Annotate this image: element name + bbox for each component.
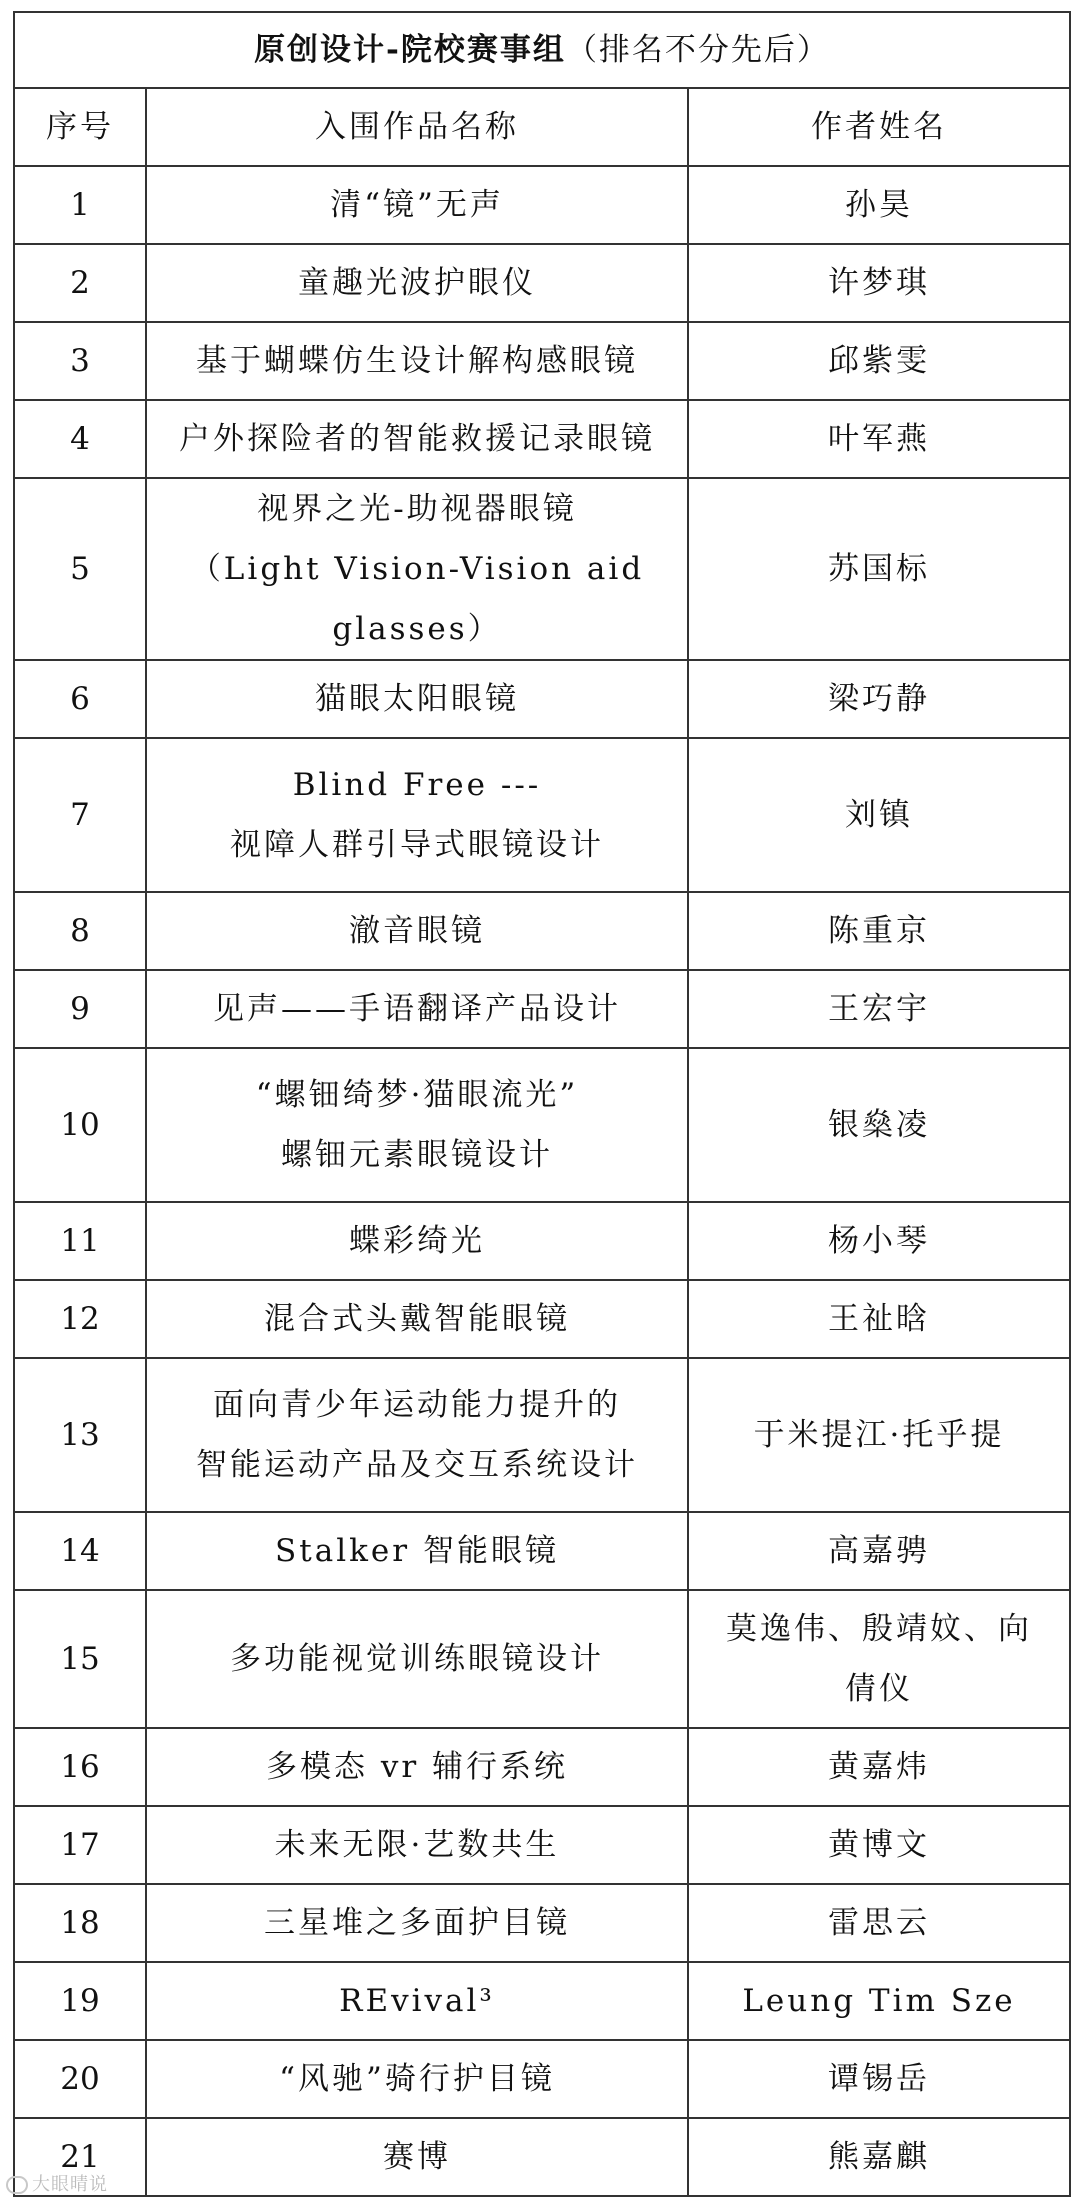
work-title-line: 未来无限·艺数共生 — [274, 1827, 560, 1863]
cell-author — [688, 1728, 1070, 1806]
author-line: 邱紫雯 — [828, 343, 930, 379]
table-row — [14, 1280, 1070, 1358]
cell-number: 2 — [14, 244, 146, 322]
work-title-line: 混合式头戴智能眼镜 — [264, 1301, 570, 1337]
cell-number: 11 — [14, 1202, 146, 1280]
cell-work-title — [146, 1590, 688, 1728]
table-title — [14, 12, 1070, 88]
work-title-line: 赛博 — [383, 2139, 451, 2175]
work-title-line: 三星堆之多面护目镜 — [264, 1905, 570, 1941]
cell-author — [688, 1358, 1070, 1512]
watermark-text: 大眼晴说 — [32, 2174, 108, 2195]
author-line: 王祉晗 — [828, 1301, 930, 1337]
table-row — [14, 1884, 1070, 1962]
author-line: 雷思云 — [828, 1905, 930, 1941]
cell-work-title — [146, 322, 688, 400]
cell-work-title — [146, 166, 688, 244]
table-row — [14, 2040, 1070, 2118]
table-row — [14, 478, 1070, 660]
cell-number: 20 — [14, 2040, 146, 2118]
author-line: 高嘉骋 — [828, 1533, 930, 1569]
table-row — [14, 1590, 1070, 1728]
cell-work-title — [146, 400, 688, 478]
cell-author — [688, 1590, 1070, 1728]
table-title-text: 原创设计-院校赛事组 — [254, 32, 566, 68]
table-row — [14, 166, 1070, 244]
cell-author — [688, 892, 1070, 970]
cell-author — [688, 478, 1070, 660]
author-line: 陈重京 — [828, 913, 930, 949]
author-line: 梁巧静 — [828, 681, 930, 717]
table-row — [14, 244, 1070, 322]
table-row — [14, 660, 1070, 738]
cell-number: 15 — [14, 1590, 146, 1728]
work-title-line: 童趣光波护眼仪 — [298, 265, 536, 301]
work-title-line: （Light Vision-Vision aid glasses） — [189, 551, 645, 647]
cell-number: 10 — [14, 1048, 146, 1202]
shortlist-table — [13, 11, 1071, 2197]
table-header-row — [14, 88, 1070, 166]
cell-author — [688, 1884, 1070, 1962]
cell-number: 1 — [14, 166, 146, 244]
cell-number: 19 — [14, 1962, 146, 2040]
cell-work-title — [146, 1202, 688, 1280]
table-row — [14, 892, 1070, 970]
work-title-line: 多功能视觉训练眼镜设计 — [230, 1641, 604, 1677]
cell-number: 21 — [14, 2118, 146, 2196]
work-title-line: 多模态 vr 辅行系统 — [265, 1749, 569, 1785]
work-title-line: 猫眼太阳眼镜 — [315, 681, 519, 717]
work-title-line: 智能运动产品及交互系统设计 — [196, 1447, 638, 1483]
author-line: 刘镇 — [845, 797, 913, 833]
cell-number: 13 — [14, 1358, 146, 1512]
author-line: 许梦琪 — [828, 265, 930, 301]
cell-author — [688, 244, 1070, 322]
author-line: 孙昊 — [845, 187, 913, 223]
cell-author — [688, 2118, 1070, 2196]
table-row — [14, 970, 1070, 1048]
author-line: 黄博文 — [828, 1827, 930, 1863]
cell-work-title — [146, 738, 688, 892]
cell-work-title — [146, 1280, 688, 1358]
cell-number: 4 — [14, 400, 146, 478]
work-title-line: “风驰”骑行护目镜 — [279, 2061, 555, 2097]
work-title-line: 见声——手语翻译产品设计 — [213, 991, 621, 1027]
cell-work-title — [146, 1962, 688, 2040]
table-row — [14, 322, 1070, 400]
cell-number: 5 — [14, 478, 146, 660]
header-number: 序号 — [14, 88, 146, 166]
cell-number: 8 — [14, 892, 146, 970]
table-row — [14, 1202, 1070, 1280]
table-title-row — [14, 12, 1070, 88]
author-line: 叶军燕 — [828, 421, 930, 457]
author-line: 黄嘉炜 — [828, 1749, 930, 1785]
author-line: 莫逸伟、殷靖妏、向 — [726, 1611, 1032, 1647]
author-line: 杨小琴 — [828, 1223, 930, 1259]
work-title-line: Blind Free --- — [292, 767, 542, 803]
cell-work-title — [146, 970, 688, 1048]
author-line: 倩仪 — [845, 1671, 913, 1707]
work-title-line: 基于蝴蝶仿生设计解构感眼镜 — [196, 343, 638, 379]
cell-author — [688, 2040, 1070, 2118]
cell-work-title — [146, 478, 688, 660]
author-line: Leung Tim Sze — [742, 1983, 1016, 2019]
cell-work-title — [146, 244, 688, 322]
cell-number: 14 — [14, 1512, 146, 1590]
watermark-logo-icon — [6, 2176, 28, 2194]
cell-work-title — [146, 2040, 688, 2118]
author-line: 熊嘉麒 — [828, 2139, 930, 2175]
table-row — [14, 2118, 1070, 2196]
author-line: 谭锡岳 — [828, 2061, 930, 2097]
cell-work-title — [146, 1806, 688, 1884]
work-title-line: 视界之光-助视器眼镜 — [257, 491, 577, 527]
cell-work-title — [146, 892, 688, 970]
cell-work-title — [146, 2118, 688, 2196]
work-title-line: 蝶彩绮光 — [349, 1223, 485, 1259]
cell-number: 7 — [14, 738, 146, 892]
cell-author — [688, 166, 1070, 244]
header-author: 作者姓名 — [688, 88, 1070, 166]
author-line: 银燊凌 — [828, 1107, 930, 1143]
cell-number: 16 — [14, 1728, 146, 1806]
header-work-title: 入围作品名称 — [146, 88, 688, 166]
work-title-line: Stalker 智能眼镜 — [275, 1533, 559, 1569]
work-title-line: 螺钿元素眼镜设计 — [281, 1137, 553, 1173]
cell-work-title — [146, 1048, 688, 1202]
work-title-line: 清“镜”无声 — [330, 187, 504, 223]
cell-work-title — [146, 1884, 688, 1962]
cell-author — [688, 1512, 1070, 1590]
table-row — [14, 1048, 1070, 1202]
cell-work-title — [146, 1358, 688, 1512]
work-title-line: 面向青少年运动能力提升的 — [213, 1387, 621, 1423]
cell-author — [688, 1962, 1070, 2040]
cell-author — [688, 1280, 1070, 1358]
table-row — [14, 1806, 1070, 1884]
table-row — [14, 738, 1070, 892]
watermark — [6, 2170, 108, 2196]
cell-author — [688, 400, 1070, 478]
cell-number: 12 — [14, 1280, 146, 1358]
work-title-line: REvival³ — [339, 1983, 495, 2019]
cell-author — [688, 660, 1070, 738]
author-line: 于米提江·托乎提 — [753, 1417, 1005, 1453]
author-line: 苏国标 — [828, 551, 930, 587]
cell-work-title — [146, 1512, 688, 1590]
work-title-line: “螺钿绮梦·猫眼流光” — [255, 1077, 579, 1113]
cell-author — [688, 1202, 1070, 1280]
table-row — [14, 1358, 1070, 1512]
cell-author — [688, 1806, 1070, 1884]
cell-number: 17 — [14, 1806, 146, 1884]
cell-number: 9 — [14, 970, 146, 1048]
table-row — [14, 1728, 1070, 1806]
cell-number: 6 — [14, 660, 146, 738]
table-row — [14, 1962, 1070, 2040]
cell-author — [688, 970, 1070, 1048]
cell-author — [688, 738, 1070, 892]
work-title-line: 澈音眼镜 — [349, 913, 485, 949]
cell-number: 3 — [14, 322, 146, 400]
table-title-note: （排名不分先后） — [565, 32, 830, 68]
table-row — [14, 1512, 1070, 1590]
cell-author — [688, 1048, 1070, 1202]
table-row — [14, 400, 1070, 478]
cell-work-title — [146, 660, 688, 738]
cell-author — [688, 322, 1070, 400]
author-line: 王宏宇 — [828, 991, 930, 1027]
cell-work-title — [146, 1728, 688, 1806]
work-title-line: 视障人群引导式眼镜设计 — [230, 827, 604, 863]
cell-number: 18 — [14, 1884, 146, 1962]
work-title-line: 户外探险者的智能救援记录眼镜 — [179, 421, 655, 457]
